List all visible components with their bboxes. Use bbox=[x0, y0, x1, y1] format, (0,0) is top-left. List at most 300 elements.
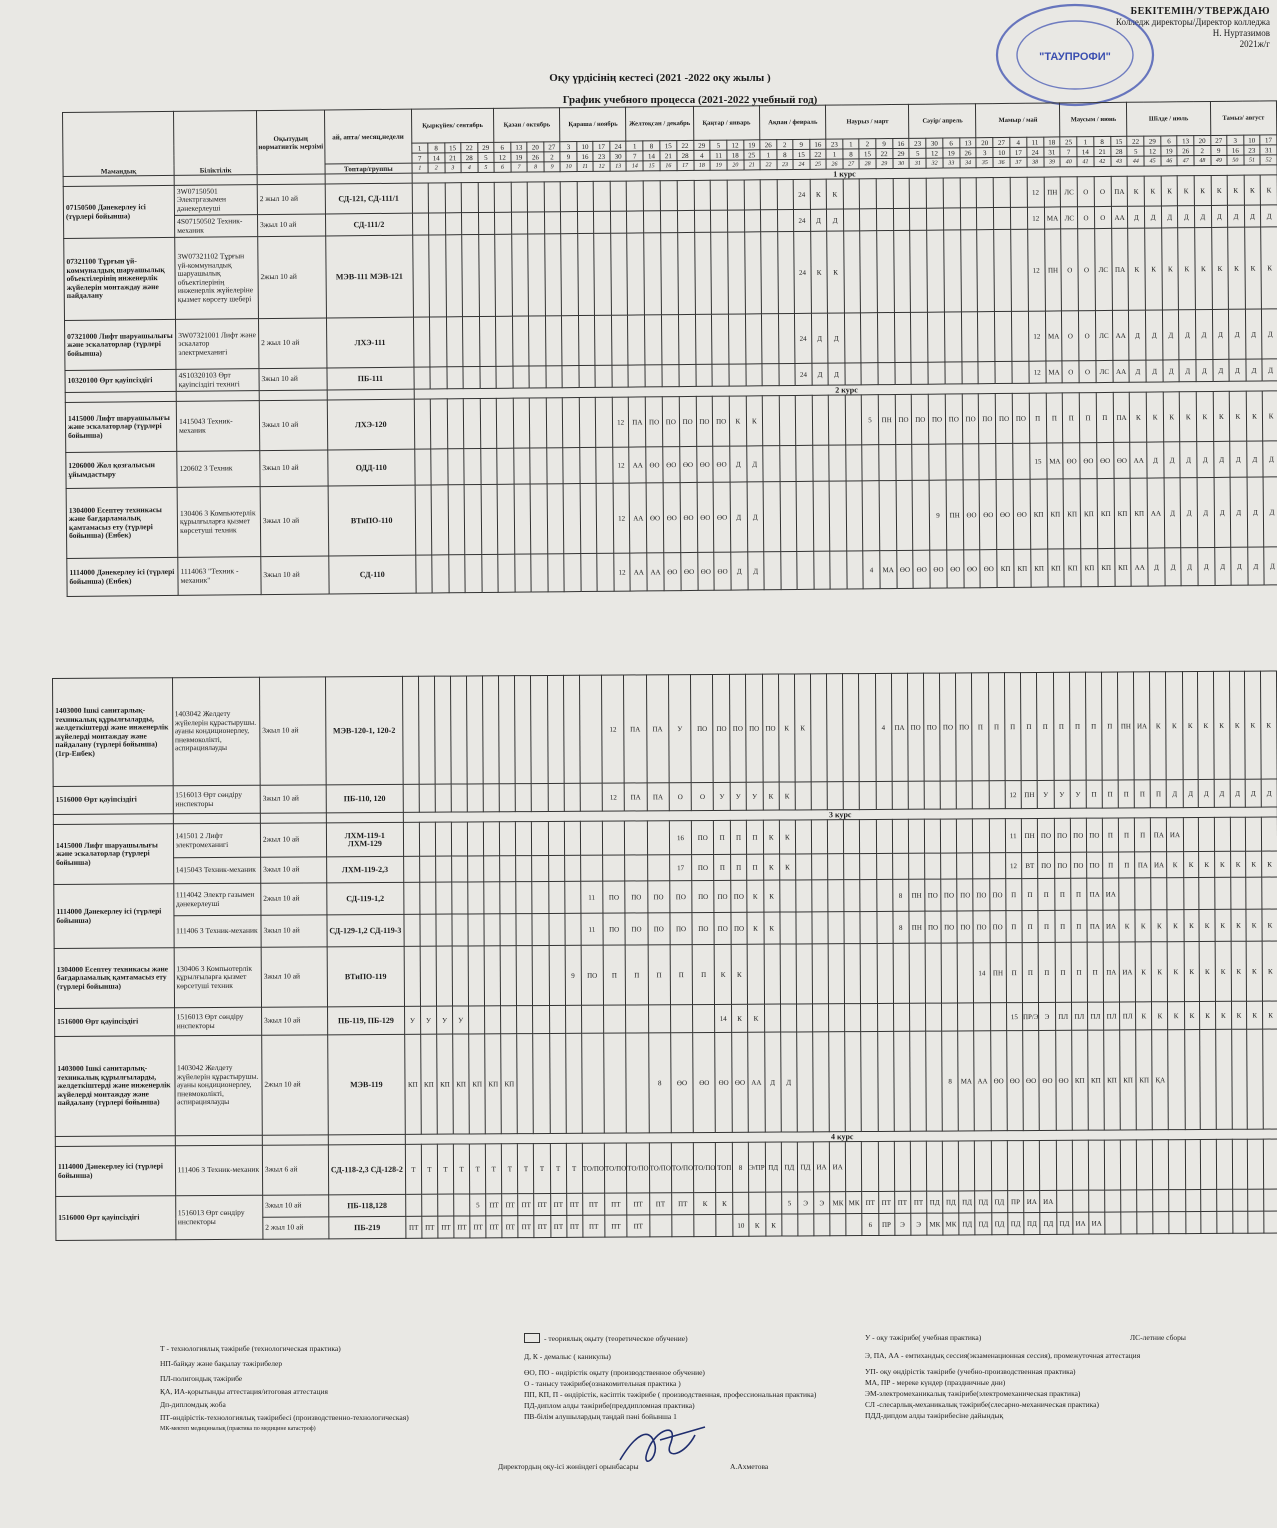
week-cell: МК bbox=[927, 1213, 943, 1235]
week-cell bbox=[1072, 1140, 1088, 1190]
week-cell bbox=[625, 855, 647, 881]
week-cell: ПЛ bbox=[1071, 1002, 1087, 1030]
week-cell bbox=[843, 179, 860, 209]
term-header: Оқытудың нормативтік мерзімі bbox=[256, 110, 325, 175]
week-cell bbox=[1153, 1140, 1169, 1190]
week-cell bbox=[940, 819, 956, 853]
week-cell: ӨО bbox=[980, 480, 997, 550]
week-cell bbox=[647, 855, 669, 881]
week-cell bbox=[532, 881, 548, 913]
week-cell: ӨО bbox=[1113, 442, 1130, 478]
week-cell bbox=[603, 1005, 625, 1033]
week-cell bbox=[420, 882, 436, 914]
specialty-cell: 1403000 Ішкі санитарлық-техникалық құрылғыларды, желдеткіштерді және инженерлік жүйелерді монтаждау және пайдалану (түрлері бойынша) bbox=[55, 1036, 175, 1137]
week-cell: ПО bbox=[603, 881, 625, 913]
week-cell bbox=[762, 364, 779, 386]
week-cell: Д bbox=[828, 313, 845, 363]
date-end: 14 bbox=[1077, 147, 1094, 157]
week-cell: Д bbox=[1148, 548, 1165, 586]
week-cell bbox=[481, 554, 498, 592]
week-cell bbox=[448, 485, 465, 555]
week-cell bbox=[1230, 817, 1246, 851]
week-cell bbox=[761, 232, 778, 314]
date-end: 7 bbox=[1060, 147, 1077, 157]
week-cell: К bbox=[827, 231, 844, 313]
week-cell: 12 bbox=[1027, 177, 1044, 207]
week-cell bbox=[878, 363, 895, 385]
week-cell: К bbox=[778, 674, 795, 782]
specialty-header: Мамандық bbox=[63, 111, 175, 176]
week-cell bbox=[860, 879, 876, 911]
week-cell: Д bbox=[1181, 548, 1198, 586]
week-cell bbox=[795, 854, 811, 880]
term-cell: 3жыл 10 ай bbox=[257, 214, 325, 237]
week-cell bbox=[625, 821, 648, 855]
week-cell bbox=[564, 554, 581, 592]
week-cell bbox=[531, 554, 548, 592]
week-cell: ПО bbox=[670, 913, 692, 945]
week-cell bbox=[446, 317, 463, 367]
date-start: 15 bbox=[1110, 136, 1127, 146]
group-cell: ПБ-111 bbox=[327, 367, 414, 390]
week-cell bbox=[548, 881, 564, 913]
week-cell bbox=[861, 1003, 877, 1031]
title-russian: График учебного процесса (2021-2022 учебный год) bbox=[562, 94, 818, 106]
week-cell: КП bbox=[485, 1034, 502, 1134]
week-cell bbox=[729, 364, 746, 386]
week-cell bbox=[926, 178, 943, 208]
week-number: 52 bbox=[1260, 155, 1277, 165]
week-cell: ТО/ПО bbox=[671, 1143, 694, 1193]
week-cell bbox=[712, 364, 729, 386]
week-cell: Д bbox=[1178, 206, 1195, 228]
week-cell: ПТ bbox=[566, 1193, 582, 1215]
week-cell: 8 bbox=[892, 879, 908, 911]
week-cell bbox=[1185, 1189, 1201, 1211]
week-cell: Т bbox=[566, 1143, 582, 1193]
week-cell bbox=[548, 554, 565, 592]
week-cell bbox=[989, 781, 1005, 809]
week-cell bbox=[780, 1004, 796, 1032]
week-cell bbox=[811, 820, 827, 854]
week-cell: 24 bbox=[794, 209, 811, 231]
legend-item: ПДД-дипдом алды тәжірибесіне дайындық bbox=[865, 1411, 1004, 1420]
week-cell bbox=[896, 480, 913, 550]
week-cell: ПТ bbox=[910, 1191, 926, 1213]
date-start: 15 bbox=[444, 143, 461, 153]
week-cell bbox=[478, 212, 495, 234]
week-cell bbox=[549, 945, 565, 1005]
week-cell bbox=[829, 1032, 846, 1132]
week-cell: КП bbox=[1087, 1030, 1104, 1130]
week-cell bbox=[747, 944, 764, 1004]
qualification-cell: 1403042 Желдету жүйелерін құрастырушы. ауаны кондиционерлеу, пневмоколікті, аспирациялауды bbox=[174, 1035, 262, 1136]
week-cell bbox=[814, 1214, 830, 1236]
week-cell bbox=[1105, 1190, 1121, 1212]
legend-col2 bbox=[524, 1333, 864, 1421]
week-cell: П bbox=[1118, 780, 1134, 808]
date-end: 9 bbox=[560, 152, 577, 162]
week-cell: Д bbox=[731, 552, 748, 590]
week-cell: ЛС bbox=[1096, 360, 1113, 382]
week-cell: АА bbox=[1113, 360, 1130, 382]
week-cell bbox=[764, 1004, 780, 1032]
week-cell bbox=[604, 1033, 627, 1133]
week-cell bbox=[578, 315, 595, 365]
week-cell: ПА bbox=[624, 675, 647, 783]
week-cell bbox=[927, 230, 945, 312]
date-start: 13 bbox=[1177, 136, 1194, 146]
week-cell bbox=[463, 317, 480, 367]
date-start: 17 bbox=[593, 141, 610, 151]
week-cell: У bbox=[746, 782, 763, 810]
week-cell: ПД bbox=[943, 1191, 959, 1213]
handwritten-signature-icon bbox=[610, 1415, 720, 1475]
week-cell: П bbox=[1071, 942, 1087, 1002]
week-cell: О bbox=[669, 783, 691, 811]
week-cell: ПО bbox=[746, 674, 763, 782]
week-cell: К bbox=[1215, 1001, 1231, 1029]
week-cell bbox=[1247, 1029, 1263, 1129]
week-cell bbox=[419, 856, 435, 882]
week-cell: К bbox=[1178, 176, 1195, 206]
week-cell: К bbox=[1196, 391, 1213, 441]
week-cell: Э bbox=[1039, 1002, 1055, 1030]
week-cell: ПО bbox=[923, 673, 940, 781]
week-cell: ПД bbox=[959, 1191, 975, 1213]
week-cell bbox=[777, 209, 794, 231]
week-cell: ӨО bbox=[1039, 1030, 1056, 1130]
week-cell bbox=[529, 366, 546, 388]
week-cell: ӨО bbox=[680, 552, 697, 590]
week-cell bbox=[828, 395, 845, 445]
week-cell bbox=[480, 366, 497, 388]
week-number: 49 bbox=[1211, 155, 1228, 165]
week-cell bbox=[962, 444, 979, 480]
legend-item: НП-байқау және бақылау тәжірибелер bbox=[160, 1359, 283, 1368]
week-number: 24 bbox=[793, 159, 810, 169]
week-cell bbox=[412, 235, 429, 317]
week-number: 43 bbox=[1111, 156, 1128, 166]
week-cell bbox=[796, 1004, 812, 1032]
week-cell bbox=[744, 232, 761, 314]
week-cell: ЛС bbox=[1061, 207, 1078, 229]
week-cell: ПД bbox=[1056, 1212, 1072, 1234]
date-start: 5 bbox=[710, 140, 727, 150]
week-cell: ПТ bbox=[486, 1194, 502, 1216]
week-cell: ӨО bbox=[663, 447, 680, 483]
week-cell: ПО bbox=[912, 394, 929, 444]
week-cell bbox=[414, 449, 431, 485]
week-cell: Д bbox=[1212, 309, 1229, 359]
week-cell bbox=[796, 912, 812, 944]
week-cell: ВТ bbox=[1021, 852, 1038, 878]
week-cell: 6 bbox=[862, 1213, 878, 1235]
week-cell bbox=[909, 1003, 925, 1031]
week-cell bbox=[847, 551, 864, 589]
week-cell bbox=[544, 234, 561, 316]
week-cell bbox=[512, 316, 529, 366]
qualification-cell: 130406 3 Компьютерлік құрылғыларға қызмет көрсетуші техник bbox=[174, 947, 262, 1008]
week-cell: ПО bbox=[581, 945, 604, 1005]
week-cell bbox=[925, 943, 942, 1003]
term-cell: 3жыл 10 ай bbox=[260, 486, 329, 557]
week-cell bbox=[428, 183, 445, 213]
week-number: 18 bbox=[693, 160, 710, 170]
group-cell: ПБ-110, 120 bbox=[326, 784, 403, 812]
term-cell: 3жыл 10 ай bbox=[260, 785, 326, 813]
week-cell: Д bbox=[1128, 206, 1145, 228]
week-cell: ПД bbox=[1040, 1212, 1056, 1234]
legend-col3 bbox=[865, 1333, 1155, 1420]
date-end: 23 bbox=[593, 151, 610, 161]
week-cell bbox=[434, 676, 451, 784]
week-cell bbox=[549, 1005, 565, 1033]
group-cell: СД-111/2 bbox=[325, 213, 412, 236]
week-cell bbox=[468, 914, 484, 946]
week-cell bbox=[1199, 877, 1215, 909]
week-cell bbox=[531, 675, 548, 783]
week-cell bbox=[779, 395, 796, 445]
week-cell: К bbox=[1161, 176, 1178, 206]
week-cell: ПД bbox=[975, 1191, 991, 1213]
week-cell: 24 bbox=[793, 179, 810, 209]
date-start: 1 bbox=[411, 143, 427, 153]
week-cell: КП bbox=[501, 1034, 518, 1134]
week-cell bbox=[580, 855, 602, 881]
week-cell bbox=[483, 676, 500, 784]
month-header: Ақпан / февраль bbox=[760, 105, 826, 140]
week-cell: ӨО bbox=[693, 1032, 716, 1132]
week-cell: ПД bbox=[781, 1142, 797, 1192]
week-cell: ЛС bbox=[1061, 177, 1078, 207]
week-cell: ПО bbox=[692, 820, 715, 854]
week-cell: ПТ bbox=[534, 1215, 550, 1237]
week-cell bbox=[500, 822, 516, 856]
week-cell: ПТ bbox=[582, 1193, 604, 1215]
week-cell: К bbox=[1166, 672, 1183, 780]
week-cell: ӨО bbox=[1006, 1031, 1023, 1131]
week-cell bbox=[761, 210, 778, 232]
week-cell bbox=[1013, 443, 1030, 479]
week-number: 42 bbox=[1094, 156, 1111, 166]
week-cell bbox=[728, 232, 745, 314]
week-cell: ПА bbox=[1087, 878, 1103, 910]
week-cell: ИА bbox=[1167, 818, 1183, 852]
theory-swatch-icon bbox=[524, 1333, 540, 1343]
week-cell bbox=[828, 944, 845, 1004]
week-cell: ИА bbox=[1119, 942, 1135, 1002]
week-cell: К bbox=[1180, 392, 1197, 442]
week-cell bbox=[910, 178, 927, 208]
week-cell bbox=[594, 211, 611, 233]
week-cell: К bbox=[1136, 1002, 1152, 1030]
week-cell: 12 bbox=[1005, 853, 1021, 879]
week-cell: К bbox=[1231, 1001, 1247, 1029]
week-cell: К bbox=[1246, 941, 1262, 1001]
week-cell: ӨО bbox=[1097, 442, 1114, 478]
week-number: 33 bbox=[943, 158, 960, 168]
week-cell: К bbox=[1135, 942, 1151, 1002]
week-cell bbox=[973, 853, 989, 879]
blank-cell bbox=[328, 1134, 405, 1144]
week-number: 40 bbox=[1060, 157, 1077, 167]
week-cell: К bbox=[1151, 942, 1167, 1002]
week-cell bbox=[844, 880, 860, 912]
week-cell bbox=[420, 946, 436, 1006]
week-cell bbox=[796, 880, 812, 912]
week-cell: 16 bbox=[669, 821, 692, 855]
signature-name: А.Ахметова bbox=[730, 1462, 769, 1471]
week-cell: К bbox=[1262, 391, 1277, 441]
week-cell bbox=[404, 946, 420, 1006]
week-cell bbox=[418, 676, 435, 784]
month-header: Желтоқсан / декабрь bbox=[626, 106, 693, 141]
week-cell: П bbox=[670, 945, 693, 1005]
blank-cell bbox=[260, 813, 326, 823]
specialty-cell: 1516000 Өрт қауіпсіздігі bbox=[53, 786, 173, 815]
week-cell: К bbox=[1213, 671, 1229, 779]
week-cell: КП bbox=[1114, 478, 1131, 548]
week-cell: ПО bbox=[647, 881, 669, 913]
week-cell: ӨО bbox=[1013, 479, 1030, 549]
week-number: 14 bbox=[626, 161, 643, 171]
week-cell bbox=[829, 481, 846, 551]
week-cell: МК bbox=[830, 1192, 846, 1214]
week-cell: О bbox=[1094, 176, 1111, 206]
week-cell bbox=[610, 211, 627, 233]
week-cell bbox=[845, 395, 862, 445]
week-cell: ӨО bbox=[663, 483, 680, 553]
week-cell bbox=[415, 485, 432, 555]
date-end: 28 bbox=[1111, 146, 1128, 156]
week-cell: ПД bbox=[927, 1191, 943, 1213]
week-cell: К bbox=[1199, 941, 1215, 1001]
month-header: Наурыз / март bbox=[826, 104, 909, 139]
week-cell: 14 bbox=[715, 1004, 732, 1032]
week-cell: ПО bbox=[696, 396, 713, 446]
week-cell: Д bbox=[1247, 547, 1264, 585]
week-cell: КП bbox=[1080, 479, 1097, 549]
week-cell: ПО bbox=[692, 912, 714, 944]
week-cell: П bbox=[1006, 943, 1022, 1003]
week-cell bbox=[1169, 1140, 1185, 1190]
week-cell: Т bbox=[502, 1144, 518, 1194]
week-number: 45 bbox=[1144, 156, 1161, 166]
week-cell: 11 bbox=[580, 881, 602, 913]
week-cell bbox=[452, 946, 468, 1006]
week-cell: Д bbox=[746, 446, 763, 482]
week-cell: МА bbox=[1045, 311, 1062, 361]
week-cell: ПД bbox=[765, 1142, 781, 1192]
term-cell: 3жыл 10 ай bbox=[259, 677, 326, 785]
week-cell bbox=[431, 449, 448, 485]
week-number: 23 bbox=[777, 159, 794, 169]
week-cell: КП bbox=[1014, 549, 1031, 587]
week-cell bbox=[645, 365, 662, 387]
week-cell: ПО bbox=[1070, 852, 1086, 878]
week-cell bbox=[811, 782, 827, 810]
week-cell: П bbox=[1135, 818, 1151, 852]
week-cell bbox=[1248, 1139, 1264, 1189]
week-cell bbox=[1056, 1140, 1072, 1190]
week-cell: ПО bbox=[714, 880, 731, 912]
week-cell: КП bbox=[1114, 548, 1131, 586]
week-cell: К bbox=[1231, 941, 1247, 1001]
week-cell bbox=[548, 913, 564, 945]
week-cell bbox=[798, 1214, 814, 1236]
qualification-cell: 141501 2 Лифт электромеханигі bbox=[173, 823, 261, 858]
legend-item: У - оқу тәжірибе( учебная практика) bbox=[865, 1333, 982, 1342]
week-cell: ПА bbox=[624, 783, 646, 811]
week-cell bbox=[445, 213, 462, 235]
week-cell bbox=[1217, 1211, 1233, 1233]
week-cell: К bbox=[1145, 228, 1163, 310]
qualification-cell: 3W07321102 Тұрғын үй-коммуналдық шаруашылық объектілерінің инженерлік жүйелеріне қызмет көрсету шебері bbox=[175, 237, 259, 320]
week-cell bbox=[628, 365, 645, 387]
week-cell: ПО bbox=[713, 396, 730, 446]
week-cell: Д bbox=[1262, 359, 1277, 381]
week-cell bbox=[892, 853, 908, 879]
week-cell: ПО bbox=[928, 394, 945, 444]
week-cell bbox=[827, 820, 843, 854]
week-cell bbox=[780, 944, 796, 1004]
specialty-cell: 1114000 Дәнекерлеу ісі (түрлері бойынша) bbox=[54, 884, 174, 949]
week-cell: КП bbox=[1047, 549, 1064, 587]
week-cell bbox=[995, 361, 1012, 383]
week-cell: Д bbox=[1231, 547, 1248, 585]
week-cell bbox=[1201, 1139, 1217, 1189]
week-cell bbox=[694, 232, 712, 314]
week-cell: ПО bbox=[1054, 818, 1070, 852]
week-cell: О bbox=[1078, 229, 1096, 311]
week-number: 28 bbox=[859, 159, 876, 169]
schedule-row bbox=[64, 227, 1277, 321]
week-number: 41 bbox=[1077, 157, 1094, 167]
week-cell bbox=[561, 234, 578, 316]
week-cell bbox=[497, 484, 514, 554]
week-cell: КП bbox=[1047, 479, 1065, 549]
week-cell bbox=[544, 182, 561, 212]
week-cell: ПО bbox=[731, 880, 747, 912]
week-cell: Д bbox=[1213, 441, 1230, 477]
week-cell: АА bbox=[748, 1032, 765, 1132]
date-start: 13 bbox=[959, 138, 976, 148]
week-cell: ТО/ПО bbox=[627, 1143, 650, 1193]
week-cell: ПО bbox=[1070, 818, 1086, 852]
group-cell: ВТиПО-110 bbox=[328, 485, 415, 556]
week-cell bbox=[861, 313, 878, 363]
week-cell: К bbox=[810, 179, 827, 209]
week-cell bbox=[547, 484, 564, 554]
week-cell bbox=[549, 1033, 566, 1133]
week-cell: Д bbox=[827, 209, 844, 231]
week-number: 27 bbox=[843, 159, 860, 169]
week-cell bbox=[924, 781, 940, 809]
week-cell bbox=[877, 313, 894, 363]
week-cell: К bbox=[1244, 227, 1261, 309]
week-cell: ПА bbox=[629, 397, 646, 447]
specialty-cell: 07321100 Тұрғын үй-коммуналдық шаруашылық объектілерінің инженерлік жүйелерін монтаждау және пайдалану bbox=[64, 237, 176, 320]
week-cell bbox=[527, 182, 544, 212]
group-cell: ЛХЭ-111 bbox=[326, 317, 413, 368]
week-cell: ПТ bbox=[672, 1193, 694, 1215]
date-end: 17 bbox=[1010, 147, 1027, 157]
term-cell: 2жыл 10 ай bbox=[258, 236, 327, 319]
week-cell bbox=[530, 398, 547, 448]
date-start: 27 bbox=[1210, 135, 1227, 145]
week-cell bbox=[451, 822, 467, 856]
